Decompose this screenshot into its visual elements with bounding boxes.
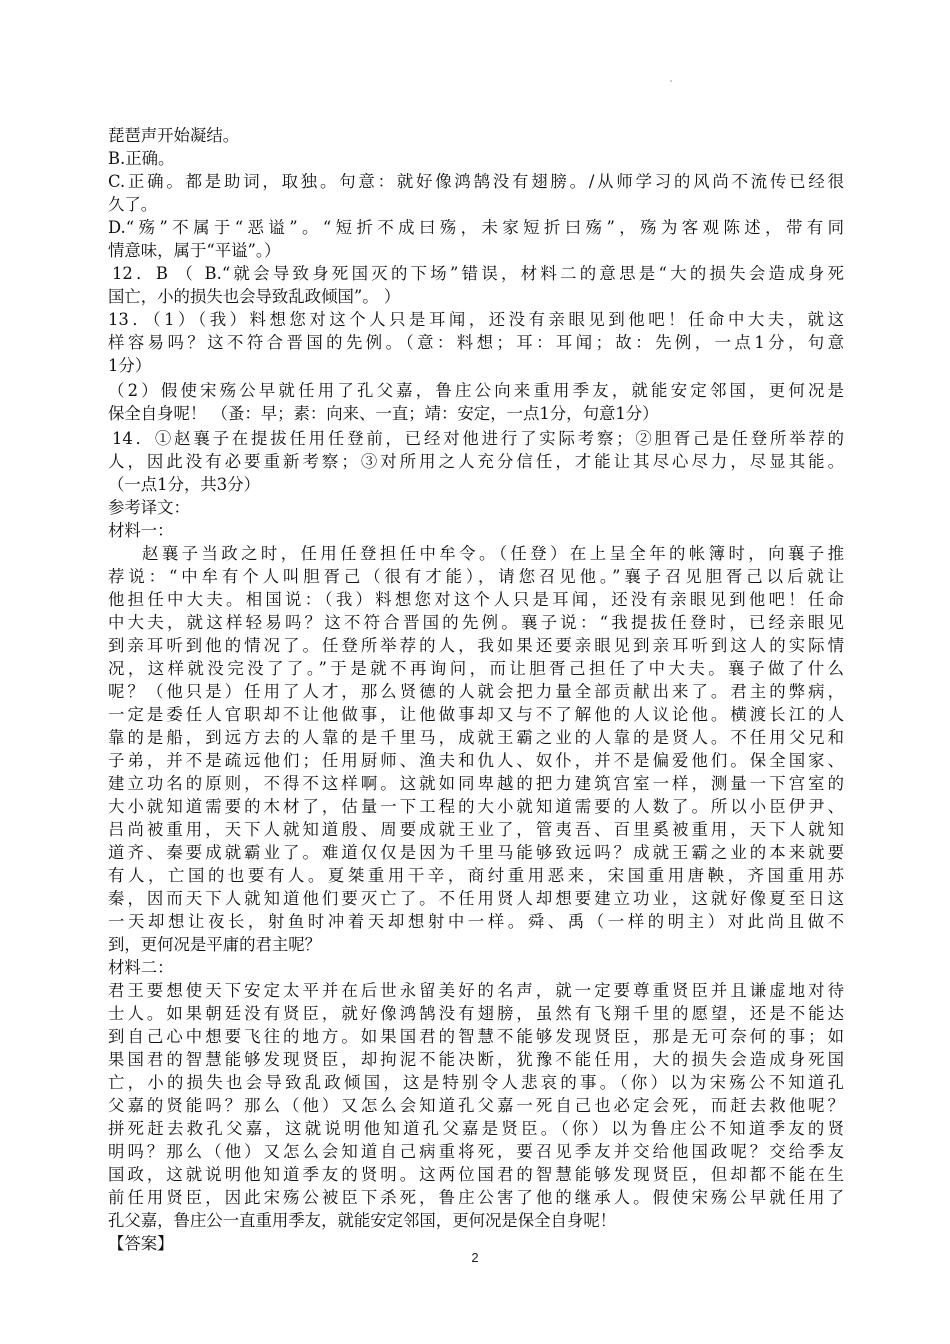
text-line: 1分） — [108, 356, 152, 375]
text-line: 一定是委任人官职却不让他做事，让他做事却又与不了解他的人议论他。横渡长江的人 — [108, 705, 844, 724]
text-line: B.正确。 — [108, 149, 175, 168]
text-line: （2）假使宋殇公早就任用了孔父嘉，鲁庄公向来重用季友，就能安定邻国，更何况是 — [108, 381, 844, 400]
text-line: 到，更何况是平庸的君主呢？ — [108, 935, 322, 954]
text-line: 亡，小的损失也会导致乱政倾国，这是特别令人悲哀的事。（你）以为宋殇公不知道孔 — [108, 1073, 844, 1092]
section-heading: 材料一： — [108, 521, 174, 540]
text-line: 况，这样就没完没了了。”于是就不再询问，而让胆胥己担任了中大夫。襄子做了什么 — [108, 659, 844, 678]
answer-14-line: 14．①赵襄子在提拔任用任登前，已经对他进行了实际考察；②胆胥己是任登所举荐的 — [112, 429, 844, 448]
text-line: 孔父嘉，鲁庄公一直重用季友，就能安定邻国，更何况是保全自身呢！ — [108, 1211, 617, 1230]
text-line: D.“殇”不属于“恶谥”。“短折不成曰殇，未家短折曰殇”，殇为客观陈述，带有同 — [108, 218, 844, 237]
text-line: 中大夫，就这样轻易吗？这不符合晋国的先例。襄子说：“我提拔任登时，已经亲眼见 — [108, 613, 844, 632]
page-number: 2 — [471, 1250, 479, 1265]
text-line: 士人。如果朝廷没有贤臣，就好像鸿鹄没有翅膀，虽然有飞翔千里的愿望，还是不能达 — [108, 1004, 844, 1023]
scan-speck — [670, 80, 672, 82]
text-line: C.正确。都是助词，取独。句意：就好像鸿鹄没有翅膀。/从师学习的风尚不流传已经很 — [108, 172, 844, 191]
text-line: 他担任中大夫。相国说：（我）料想您对这个人只是耳闻，还没有亲眼见到他吧！任命 — [108, 590, 844, 609]
text-line: 建立功名的原则，不得不这样啊。这就如同卑越的把力建筑宫室一样，测量一下宫室的 — [108, 774, 844, 793]
text-line: 人，因此没有必要重新考察；③对所用之人充分信任，才能让其尽心尽力，尽显其能。 — [108, 452, 844, 471]
text-line: 琵琶声开始凝结。 — [108, 126, 240, 145]
text-line: 到亲耳听到他的情况了。任登所举荐的人，我如果还要亲眼见到亲耳听到这人的实际情 — [108, 636, 844, 655]
text-line: 样容易吗？这不符合晋国的先例。（意：料想；耳：耳闻；故：先例，一点1分，句意 — [108, 333, 844, 352]
text-line: 荐说：“中牟有个人叫胆胥己（很有才能），请您召见他。”襄子召见胆胥己以后就让 — [108, 567, 844, 586]
text-line: 情意味，属于“平谥”。） — [108, 241, 281, 260]
text-line: （一点1分，共3分） — [108, 475, 260, 494]
text-line: 呢？（他只是）任用了人才，那么贤德的人就会把力量全部贡献出来了。君主的弊病， — [108, 682, 844, 701]
text-line: 国亡，小的损失也会导致乱政倾国”。 ） — [108, 287, 401, 306]
text-line: 子弟，并不是疏远他们；任用厨师、渔夫和仇人、奴仆，并不是偏爱他们。保全国家、 — [108, 751, 844, 770]
text-line: 道齐、秦要成就霸业了。难道仅仅是因为千里马能够致远吗？成就王霸之业的本来就要 — [108, 843, 844, 862]
text-line: 拼死赶去救孔父嘉，这就说明他知道孔父嘉是贤臣。（你）以为鲁庄公不知道季友的贤 — [108, 1119, 844, 1138]
answer-heading: 【答案】 — [108, 1234, 174, 1253]
text-line: 有人，亡国的也要有人。夏桀重用干辛，商纣重用恶来，宋国重用唐鞅，齐国重用苏 — [108, 866, 844, 885]
text-line: 秦，因而天下人就知道他们要灭亡了。不任用贤人却想要建立功业，这就好像夏至日这 — [108, 889, 844, 908]
text-line: 一天却想让夜长，射鱼时冲着天却想射中一样。舜、禹（一样的明主）对此尚且做不 — [108, 912, 844, 931]
text-line: 君王要想使天下安定太平并在后世永留美好的名声，就一定要尊重贤臣并且谦虚地对待 — [108, 981, 844, 1000]
text-line: 靠的是船，到远方去的人靠的是千里马，成就王霸之业的人靠的是贤人。不任用父兄和 — [108, 728, 844, 747]
text-line: 到自己心中想要飞往的地方。如果国君的智慧不能够发现贤臣，那是无可奈何的事；如 — [108, 1027, 844, 1046]
text-line: 大小就知道需要的木材了，估量一下工程的大小就知道需要的人数了。所以小臣伊尹、 — [108, 797, 844, 816]
text-line: 国政，这就说明他知道季友的贤明。这两位国君的智慧能够发现贤臣，但却都不能在生 — [108, 1165, 844, 1184]
document-body — [108, 124, 844, 1255]
text-line: 果国君的智慧能够发现贤臣，却拘泥不能决断，犹豫不能任用，大的损失会造成身死国 — [108, 1050, 844, 1069]
section-heading: 参考译文： — [108, 498, 190, 517]
answer-12-line: 12．B （ B.“就会导致身死国灭的下场”错误，材料二的意思是“大的损失会造成身死 — [112, 264, 844, 283]
text-line: 保全自身呢！ （蚤：早；素：向来、一直；靖：安定，一点1分，句意1分） — [108, 404, 659, 423]
answer-13-line: 13．（1）（我）料想您对这个人只是耳闻，还没有亲眼见到他吧！任命中大夫，就这 — [108, 310, 844, 329]
text-line: 父嘉的贤能吗？那么（他）又怎么会知道孔父嘉一死自己也必定会死，而赶去救他呢？ — [108, 1096, 844, 1115]
section-heading: 材料二： — [108, 958, 174, 977]
text-line: 吕尚被重用，天下人就知道殷、周要成就王业了，管夷吾、百里奚被重用，天下人就知 — [108, 820, 844, 839]
text-line: 明吗？那么（他）又怎么会知道自己病重将死，要召见季友并交给他国政呢？交给季友 — [108, 1142, 844, 1161]
text-line: 赵襄子当政之时，任用任登担任中牟令。（任登）在上呈全年的帐簿时，向襄子推 — [142, 544, 844, 563]
text-line: 久了。 — [108, 195, 158, 214]
text-line: 前任用贤臣，因此宋殇公被臣下杀死，鲁庄公害了他的继承人。假使宋殇公早就任用了 — [108, 1188, 844, 1207]
